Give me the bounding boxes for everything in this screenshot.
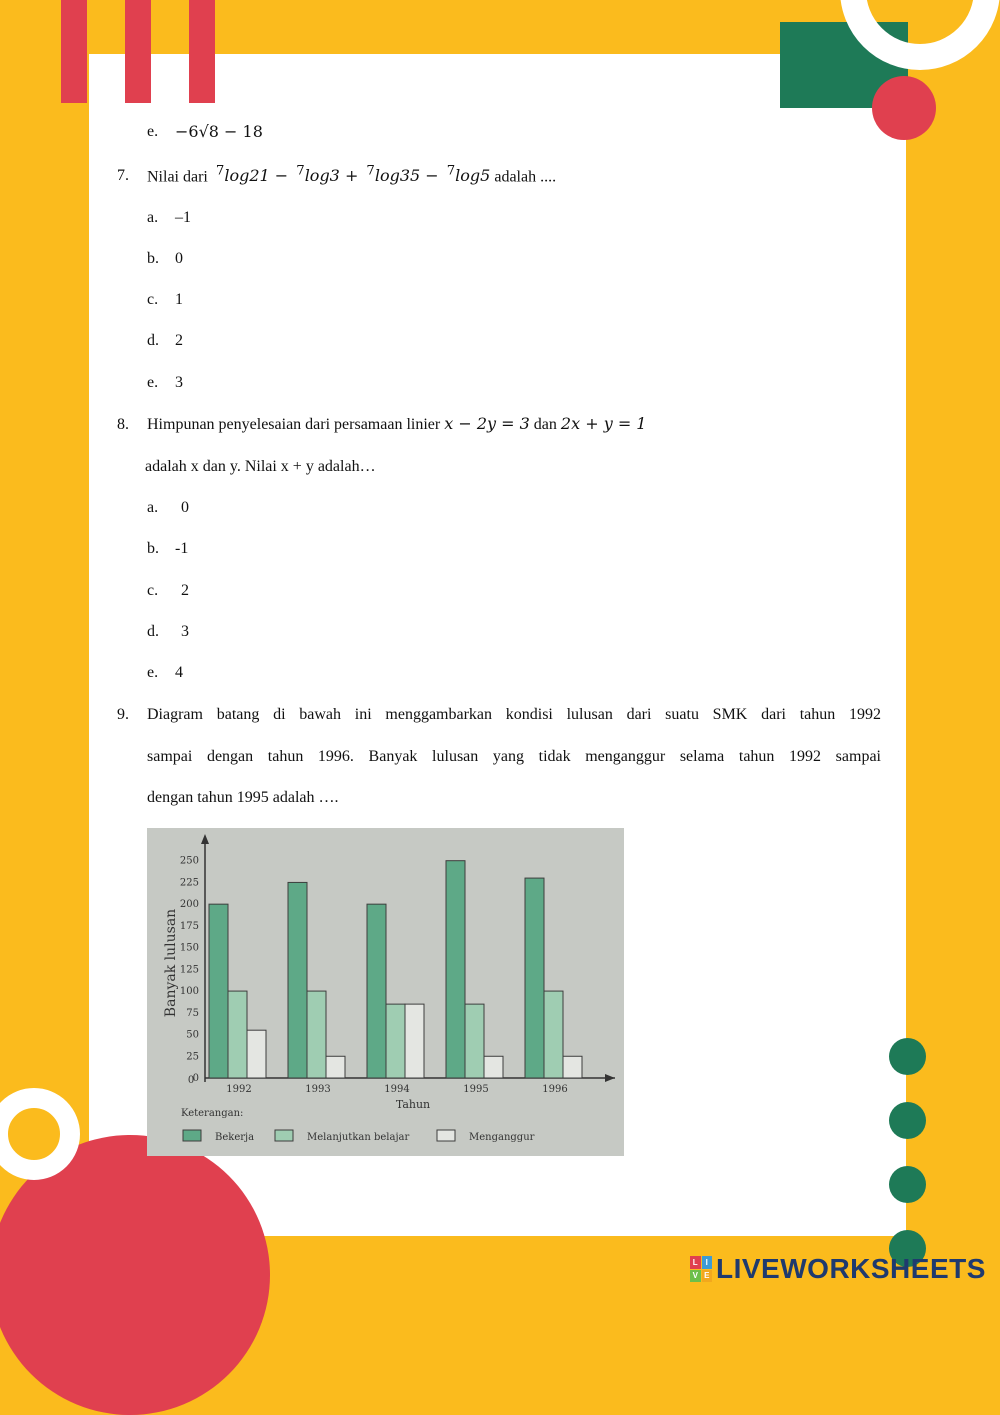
y-tick-label: 250 (179, 855, 199, 867)
option-letter: e. (147, 374, 159, 391)
bar (367, 904, 386, 1078)
question-8-stem (147, 414, 646, 434)
question-text: sampai dengan tahun 1996. Banyak lulusan yang tidak menganggur selama tahun 1992 sampai (147, 748, 881, 765)
y-tick-label: 175 (179, 920, 199, 932)
decor-stripe (125, 0, 151, 103)
log-term: $^7$log5 (446, 164, 491, 186)
y-tick-label: 0 (187, 1075, 195, 1086)
option-text: −6√8 − 18 (175, 122, 263, 141)
question-number: 7. (117, 167, 129, 184)
equation: 2x + y = 1 (560, 414, 647, 433)
option-text[interactable]: –1 (175, 209, 191, 226)
legend-swatch (275, 1130, 293, 1141)
option-text[interactable]: 2 (175, 332, 183, 349)
liveworksheets-logo (690, 1252, 986, 1286)
x-tick-label: 1992 (226, 1084, 252, 1095)
y-tick-label: 150 (179, 942, 199, 954)
y-tick-label: 125 (179, 964, 199, 976)
legend-label: Menganggur (469, 1132, 535, 1143)
y-tick-label: 100 (179, 986, 199, 998)
option-text[interactable]: 0 (181, 499, 189, 516)
option-text[interactable]: 4 (175, 664, 183, 681)
x-tick-label: 1994 (384, 1084, 410, 1095)
question-text: adalah x dan y. Nilai x + y adalah… (145, 458, 376, 475)
option-text[interactable]: 3 (175, 374, 183, 391)
question-text: dan (533, 416, 557, 433)
logo-mark-icon: L I V E (690, 1256, 712, 1282)
option-letter: c. (147, 582, 159, 599)
y-tick-label: 0 (192, 1073, 199, 1084)
option-text[interactable]: 1 (175, 291, 183, 308)
question-number: 8. (117, 416, 129, 433)
y-tick-label: 25 (186, 1051, 199, 1063)
option-letter: b. (147, 540, 159, 557)
bar (563, 1056, 582, 1078)
x-tick-label: 1996 (542, 1084, 568, 1095)
option-letter: d. (147, 332, 159, 349)
y-axis-label: Banyak lulusan (163, 908, 179, 1018)
log-term: $^7$log3 + (296, 164, 359, 186)
question-text: Himpunan penyelesaian dari persamaan linier (147, 416, 441, 433)
y-tick-label: 200 (179, 899, 199, 911)
legend-title: Keterangan: (181, 1108, 244, 1119)
log-term: $^7$log21 − (215, 164, 289, 186)
decor-red-circle (872, 76, 936, 140)
bar (446, 861, 465, 1078)
decor-stripe (189, 0, 215, 103)
decor-green-dot (889, 1166, 926, 1203)
bar-chart (147, 828, 624, 1156)
bar (386, 1004, 405, 1078)
option-text[interactable]: 0 (175, 250, 183, 267)
option-letter: e. (147, 664, 159, 681)
decor-green-dot (889, 1038, 926, 1075)
legend-swatch (437, 1130, 455, 1141)
bar-chart-svg (147, 828, 624, 1156)
legend-label: Melanjutkan belajar (307, 1132, 410, 1143)
option-letter: c. (147, 291, 159, 308)
y-tick-label: 225 (179, 877, 199, 889)
option-letter: a. (147, 499, 159, 516)
option-letter: e. (147, 123, 159, 140)
bar (465, 1004, 484, 1078)
legend-swatch (183, 1130, 201, 1141)
option-letter: a. (147, 209, 159, 226)
bar (326, 1056, 345, 1078)
y-tick-label: 75 (186, 1007, 199, 1019)
log-term: $^7$log35 − (366, 164, 439, 186)
question-text: adalah .... (494, 168, 557, 186)
question-7-stem (147, 164, 556, 186)
bar (247, 1030, 266, 1078)
option-letter: b. (147, 250, 159, 267)
y-tick-label: 50 (186, 1029, 199, 1041)
bar (209, 904, 228, 1078)
option-letter: d. (147, 623, 159, 640)
question-text: dengan tahun 1995 adalah …. (147, 789, 339, 806)
question-text: Diagram batang di bawah ini menggambarkan kondisi lulusan dari suatu SMK dari tahun 1992 (147, 706, 881, 723)
question-text: Nilai dari (147, 168, 208, 186)
bar (484, 1056, 503, 1078)
option-text[interactable]: 3 (181, 623, 189, 640)
bar (544, 991, 563, 1078)
brand-name: LIVEWORKSHEETS (716, 1253, 986, 1284)
bar (288, 882, 307, 1078)
equation: x − 2y = 3 (444, 414, 530, 433)
decor-stripe (61, 0, 87, 103)
legend-label: Bekerja (215, 1132, 255, 1143)
y-axis-arrow (201, 834, 209, 844)
bar (525, 878, 544, 1078)
option-text[interactable]: 2 (181, 582, 189, 599)
x-axis-arrow (605, 1074, 615, 1082)
option-text[interactable]: -1 (175, 540, 189, 557)
x-tick-label: 1995 (463, 1084, 489, 1095)
x-axis-label: Tahun (395, 1098, 431, 1111)
bar (228, 991, 247, 1078)
bar (405, 1004, 424, 1078)
bar (307, 991, 326, 1078)
question-number: 9. (117, 706, 129, 723)
decor-green-dot (889, 1102, 926, 1139)
x-tick-label: 1993 (305, 1084, 331, 1095)
